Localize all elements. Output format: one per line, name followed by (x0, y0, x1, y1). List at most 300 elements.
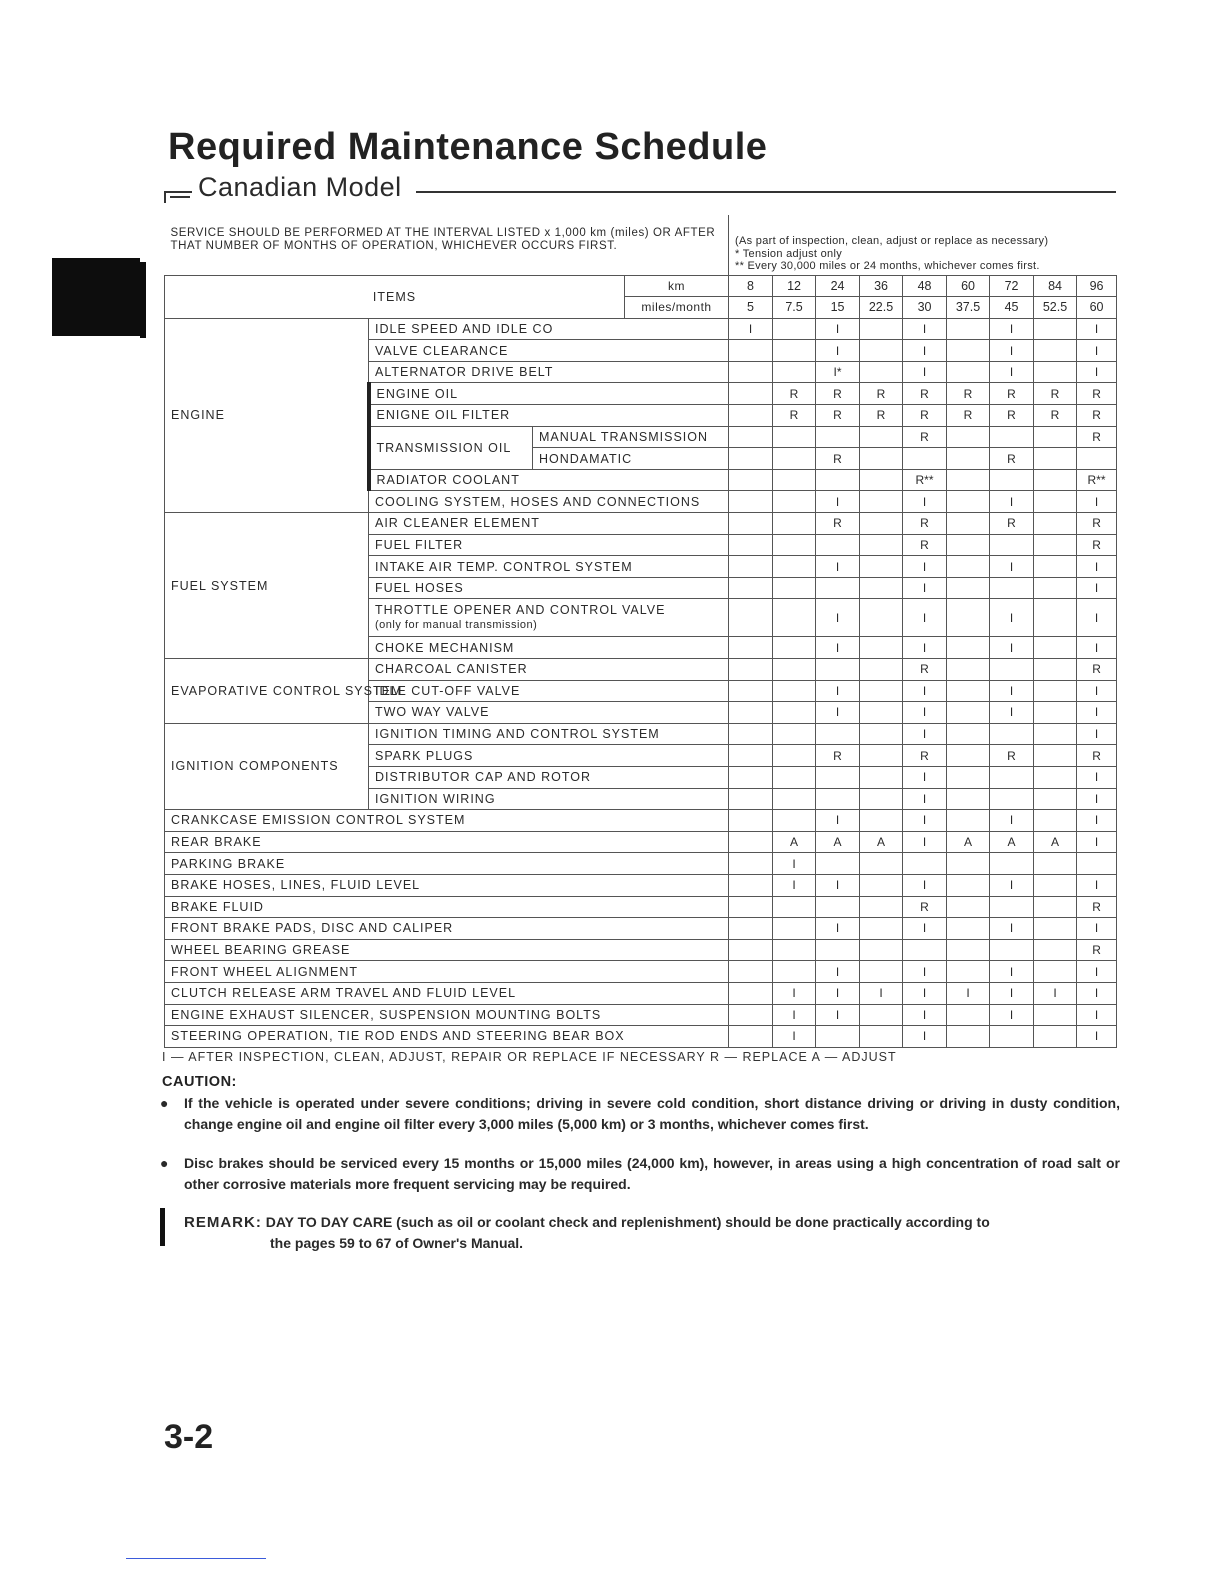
schedule-cell: R (816, 405, 860, 427)
schedule-cell (1034, 874, 1077, 896)
schedule-cell: R (903, 383, 947, 405)
schedule-cell (729, 918, 773, 940)
schedule-cell (1034, 361, 1077, 383)
schedule-cell: I (1077, 918, 1117, 940)
schedule-cell (947, 874, 990, 896)
schedule-cell (947, 723, 990, 745)
schedule-cell: I (773, 1026, 816, 1048)
schedule-cell: I (773, 1004, 816, 1026)
schedule-cell (729, 599, 773, 637)
header-row-km (165, 275, 1117, 297)
schedule-cell (860, 491, 903, 513)
schedule-cell (860, 659, 903, 681)
inspection-note-2: * Tension adjust only (735, 247, 843, 260)
item-name: STEERING OPERATION, TIE ROD ENDS AND STEERING BEAR BOX (165, 1026, 729, 1048)
schedule-cell: R (1077, 659, 1117, 681)
schedule-cell (773, 702, 816, 724)
schedule-cell: I (1077, 637, 1117, 659)
schedule-cell: I (816, 556, 860, 578)
schedule-cell: I (1077, 1026, 1117, 1048)
page-subtitle: Canadian Model (198, 172, 402, 202)
schedule-cell (729, 577, 773, 599)
caution-text-1: If the vehicle is operated under severe conditions; driving in severe cold condition, short distance driving or driving in dusty condition, change engine oil and engine oil filter every 3,000 miles (5,000 km) or 3 months, whichever comes first. (184, 1095, 1120, 1132)
schedule-cell (860, 788, 903, 810)
schedule-cell: R (860, 405, 903, 427)
caution-bullet-1 (160, 1093, 1120, 1135)
intro-row (165, 215, 1117, 275)
schedule-cell (773, 723, 816, 745)
schedule-cell (860, 318, 903, 340)
schedule-cell: I (990, 1004, 1034, 1026)
schedule-cell (990, 469, 1034, 491)
inspection-notes (729, 215, 1117, 275)
schedule-row (165, 810, 1117, 832)
schedule-cell (729, 982, 773, 1004)
schedule-cell: R (1077, 383, 1117, 405)
schedule-cell: I (816, 982, 860, 1004)
schedule-cell (860, 577, 903, 599)
schedule-cell: R (903, 534, 947, 556)
km-value: 48 (903, 275, 947, 297)
schedule-cell: I (990, 556, 1034, 578)
schedule-cell: R (903, 745, 947, 767)
schedule-cell: I (990, 918, 1034, 940)
schedule-cell (947, 939, 990, 961)
schedule-cell (860, 918, 903, 940)
schedule-cell (773, 599, 816, 637)
schedule-cell (729, 637, 773, 659)
schedule-row (165, 318, 1117, 340)
schedule-cell: I (947, 982, 990, 1004)
schedule-cell (1034, 577, 1077, 599)
subtitle-rule-tick (164, 191, 166, 203)
schedule-cell: I (816, 702, 860, 724)
schedule-cell: I (773, 853, 816, 875)
schedule-cell (729, 556, 773, 578)
schedule-row (165, 961, 1117, 983)
schedule-cell (729, 513, 773, 535)
schedule-cell: R (1077, 534, 1117, 556)
item-name: FRONT BRAKE PADS, DISC AND CALIPER (165, 918, 729, 940)
schedule-cell (860, 874, 903, 896)
schedule-cell (947, 918, 990, 940)
schedule-cell (773, 788, 816, 810)
schedule-cell (729, 361, 773, 383)
schedule-cell (773, 534, 816, 556)
mile-value: 37.5 (947, 297, 990, 319)
schedule-cell: R (990, 745, 1034, 767)
schedule-cell (773, 810, 816, 832)
schedule-cell (816, 853, 860, 875)
schedule-cell: I (816, 874, 860, 896)
schedule-cell: R (947, 383, 990, 405)
schedule-cell (816, 1026, 860, 1048)
schedule-cell (860, 766, 903, 788)
schedule-cell: I (903, 577, 947, 599)
schedule-cell: I (773, 874, 816, 896)
schedule-cell: R (816, 745, 860, 767)
schedule-cell: I (1077, 680, 1117, 702)
schedule-cell (773, 556, 816, 578)
schedule-cell (947, 426, 990, 448)
category-engine: ENGINE (165, 318, 369, 512)
schedule-cell: R (1077, 745, 1117, 767)
schedule-cell (990, 788, 1034, 810)
schedule-cell: I (903, 961, 947, 983)
schedule-cell: R (816, 513, 860, 535)
schedule-cell (1034, 637, 1077, 659)
schedule-cell: R (773, 405, 816, 427)
schedule-cell: I (1077, 702, 1117, 724)
schedule-cell (729, 766, 773, 788)
schedule-cell (990, 939, 1034, 961)
schedule-cell: I (1077, 788, 1117, 810)
schedule-cell: I (1077, 961, 1117, 983)
schedule-cell: I (903, 766, 947, 788)
schedule-cell (816, 534, 860, 556)
schedule-cell: I (773, 982, 816, 1004)
item-name: REAR BRAKE (165, 831, 729, 853)
schedule-cell: I (1034, 982, 1077, 1004)
schedule-cell (729, 896, 773, 918)
schedule-cell (1034, 745, 1077, 767)
schedule-cell: R (990, 448, 1034, 470)
schedule-cell: I (1077, 556, 1117, 578)
schedule-cell (860, 680, 903, 702)
schedule-cell: I (816, 340, 860, 362)
schedule-cell: I (1077, 340, 1117, 362)
schedule-cell: I (1077, 810, 1117, 832)
schedule-cell (773, 637, 816, 659)
schedule-cell (1034, 961, 1077, 983)
schedule-row (165, 659, 1117, 681)
schedule-cell (947, 361, 990, 383)
schedule-cell (860, 469, 903, 491)
schedule-cell (1034, 788, 1077, 810)
schedule-cell (860, 723, 903, 745)
mile-value: 15 (816, 297, 860, 319)
km-value: 60 (947, 275, 990, 297)
schedule-cell (729, 831, 773, 853)
schedule-cell: I (903, 831, 947, 853)
schedule-row (165, 831, 1117, 853)
caution-bullet-2 (160, 1153, 1120, 1195)
schedule-cell: A (990, 831, 1034, 853)
schedule-cell (1034, 939, 1077, 961)
schedule-cell (773, 448, 816, 470)
schedule-cell: R (1077, 405, 1117, 427)
schedule-cell: R (1077, 426, 1117, 448)
schedule-cell (729, 874, 773, 896)
schedule-cell (947, 1026, 990, 1048)
item-name: FUEL HOSES (369, 577, 729, 599)
schedule-cell (860, 637, 903, 659)
schedule-cell (947, 896, 990, 918)
schedule-cell (816, 788, 860, 810)
section-tab-marker-edge (140, 262, 146, 338)
schedule-cell: R (903, 513, 947, 535)
schedule-cell (860, 534, 903, 556)
schedule-cell (947, 680, 990, 702)
schedule-cell (729, 788, 773, 810)
schedule-cell (729, 340, 773, 362)
schedule-cell (990, 534, 1034, 556)
mile-value: 30 (903, 297, 947, 319)
km-value: 24 (816, 275, 860, 297)
schedule-row (165, 1026, 1117, 1048)
bullet-icon: ● (160, 1095, 169, 1111)
schedule-cell (1034, 318, 1077, 340)
schedule-cell (729, 405, 773, 427)
schedule-cell: A (947, 831, 990, 853)
schedule-row (165, 918, 1117, 940)
schedule-cell (990, 896, 1034, 918)
schedule-cell: I (903, 599, 947, 637)
footer-rule (126, 1558, 266, 1559)
schedule-cell (1034, 340, 1077, 362)
schedule-cell: I (990, 491, 1034, 513)
schedule-cell (729, 659, 773, 681)
schedule-cell (860, 939, 903, 961)
item-name: CHOKE MECHANISM (369, 637, 729, 659)
schedule-cell (1034, 513, 1077, 535)
schedule-cell (1034, 810, 1077, 832)
maintenance-schedule-table (164, 215, 1117, 1048)
schedule-cell: I (903, 810, 947, 832)
schedule-cell (947, 469, 990, 491)
schedule-cell: I (1077, 982, 1117, 1004)
page-number: 3-2 (164, 1418, 214, 1456)
schedule-cell: I (1077, 831, 1117, 853)
schedule-cell (729, 1004, 773, 1026)
schedule-cell: I (990, 680, 1034, 702)
schedule-cell: R (990, 405, 1034, 427)
schedule-row (165, 513, 1117, 535)
schedule-cell (860, 340, 903, 362)
schedule-cell (1034, 723, 1077, 745)
schedule-cell (1034, 599, 1077, 637)
km-value: 72 (990, 275, 1034, 297)
schedule-cell: I (990, 810, 1034, 832)
schedule-cell (729, 448, 773, 470)
schedule-cell (729, 702, 773, 724)
item-name: VALVE CLEARANCE (369, 340, 729, 362)
schedule-cell: I (903, 874, 947, 896)
schedule-cell: I (816, 491, 860, 513)
item-name: CLUTCH RELEASE ARM TRAVEL AND FLUID LEVEL (165, 982, 729, 1004)
schedule-cell: A (816, 831, 860, 853)
schedule-cell (1034, 918, 1077, 940)
item-name: ENGINE OIL (369, 383, 729, 405)
schedule-cell (1034, 556, 1077, 578)
schedule-cell (947, 1004, 990, 1026)
revision-bar (160, 1208, 165, 1246)
schedule-cell (729, 853, 773, 875)
schedule-cell: I (990, 340, 1034, 362)
item-name: PARKING BRAKE (165, 853, 729, 875)
schedule-cell (903, 853, 947, 875)
item-name: HONDAMATIC (533, 448, 729, 470)
schedule-cell (990, 659, 1034, 681)
schedule-cell (1034, 853, 1077, 875)
schedule-cell: I (816, 599, 860, 637)
schedule-cell (860, 599, 903, 637)
schedule-cell: I (816, 961, 860, 983)
schedule-cell (860, 702, 903, 724)
item-name: IGNITION TIMING AND CONTROL SYSTEM (369, 723, 729, 745)
schedule-cell (947, 637, 990, 659)
schedule-cell (729, 961, 773, 983)
schedule-cell (947, 577, 990, 599)
schedule-cell: R (903, 659, 947, 681)
transmission-oil-label: TRANSMISSION OIL (369, 426, 533, 469)
schedule-cell (947, 702, 990, 724)
item-name: MANUAL TRANSMISSION (533, 426, 729, 448)
schedule-cell: I (903, 491, 947, 513)
schedule-cell (773, 745, 816, 767)
schedule-cell (816, 766, 860, 788)
schedule-cell (990, 766, 1034, 788)
mile-value: 22.5 (860, 297, 903, 319)
schedule-cell (773, 426, 816, 448)
schedule-cell: I (816, 637, 860, 659)
schedule-cell: R (947, 405, 990, 427)
schedule-cell: R** (903, 469, 947, 491)
schedule-cell (729, 939, 773, 961)
schedule-cell (773, 491, 816, 513)
schedule-cell (729, 1026, 773, 1048)
schedule-row (165, 723, 1117, 745)
section-tab-marker (52, 258, 140, 336)
schedule-cell: I (1077, 491, 1117, 513)
schedule-cell (947, 556, 990, 578)
km-value: 36 (860, 275, 903, 297)
caution-text-2: Disc brakes should be serviced every 15 months or 15,000 miles (24,000 km), however, in areas using a high concentration of road salt or other corrosive materials more frequent servicing may be required. (184, 1155, 1120, 1192)
schedule-cell (729, 383, 773, 405)
schedule-cell: I (903, 918, 947, 940)
schedule-cell (1034, 534, 1077, 556)
schedule-cell: A (1034, 831, 1077, 853)
schedule-cell (947, 491, 990, 513)
schedule-cell: I (990, 599, 1034, 637)
inspection-note-1: (As part of inspection, clean, adjust or replace as necessary) (735, 235, 1049, 247)
schedule-cell (1034, 426, 1077, 448)
item-name: DISTRIBUTOR CAP AND ROTOR (369, 766, 729, 788)
item-name: ENIGNE OIL FILTER (369, 405, 729, 427)
schedule-row (165, 939, 1117, 961)
schedule-cell (1034, 659, 1077, 681)
schedule-cell: I (990, 961, 1034, 983)
schedule-cell: R (903, 405, 947, 427)
schedule-cell: R (903, 896, 947, 918)
bullet-icon: ● (160, 1155, 169, 1171)
item-name: ALTERNATOR DRIVE BELT (369, 361, 729, 383)
schedule-cell (947, 788, 990, 810)
schedule-cell (1034, 702, 1077, 724)
km-value: 84 (1034, 275, 1077, 297)
schedule-cell (990, 577, 1034, 599)
item-name: IGNITION WIRING (369, 788, 729, 810)
schedule-cell (947, 318, 990, 340)
schedule-cell (947, 745, 990, 767)
schedule-cell: R (816, 448, 860, 470)
schedule-cell (816, 939, 860, 961)
item-name: FUEL FILTER (369, 534, 729, 556)
schedule-cell (1077, 853, 1117, 875)
schedule-cell: R (816, 383, 860, 405)
schedule-cell: I (903, 788, 947, 810)
schedule-row (165, 1004, 1117, 1026)
schedule-cell: I (729, 318, 773, 340)
schedule-cell (773, 318, 816, 340)
km-value: 12 (773, 275, 816, 297)
schedule-cell (990, 426, 1034, 448)
subtitle-rule-dash (170, 196, 190, 198)
schedule-cell: I (816, 318, 860, 340)
schedule-cell (773, 896, 816, 918)
item-name: COOLING SYSTEM, HOSES AND CONNECTIONS (369, 491, 729, 513)
remark-label: REMARK: (184, 1214, 262, 1231)
schedule-cell (947, 961, 990, 983)
schedule-cell (773, 340, 816, 362)
schedule-cell: I (990, 318, 1034, 340)
schedule-cell: I (1077, 599, 1117, 637)
km-value: 8 (729, 275, 773, 297)
mile-value: 7.5 (773, 297, 816, 319)
schedule-cell (729, 680, 773, 702)
schedule-cell: I (903, 982, 947, 1004)
schedule-cell (947, 448, 990, 470)
schedule-cell (860, 896, 903, 918)
schedule-cell: I (903, 318, 947, 340)
schedule-cell (729, 491, 773, 513)
schedule-cell: A (773, 831, 816, 853)
item-name: SPARK PLUGS (369, 745, 729, 767)
schedule-cell (816, 659, 860, 681)
schedule-cell: I (1077, 766, 1117, 788)
item-name: WHEEL BEARING GREASE (165, 939, 729, 961)
schedule-cell: I (903, 702, 947, 724)
mile-value: 52.5 (1034, 297, 1077, 319)
item-name: BRAKE HOSES, LINES, FLUID LEVEL (165, 874, 729, 896)
schedule-cell: I (1077, 361, 1117, 383)
schedule-cell (816, 723, 860, 745)
schedule-cell: I (903, 637, 947, 659)
schedule-cell (1077, 448, 1117, 470)
schedule-cell: I (903, 556, 947, 578)
schedule-cell: R** (1077, 469, 1117, 491)
schedule-cell (947, 766, 990, 788)
schedule-cell: I (990, 702, 1034, 724)
item-name: INTAKE AIR TEMP. CONTROL SYSTEM (369, 556, 729, 578)
item-name: ENGINE EXHAUST SILENCER, SUSPENSION MOUNTING BOLTS (165, 1004, 729, 1026)
schedule-cell (816, 577, 860, 599)
miles-label: miles/month (625, 297, 729, 319)
schedule-cell: I (816, 1004, 860, 1026)
schedule-cell (947, 659, 990, 681)
schedule-cell: I (860, 982, 903, 1004)
schedule-cell: I (816, 680, 860, 702)
schedule-cell (729, 745, 773, 767)
schedule-cell (773, 939, 816, 961)
schedule-cell (990, 723, 1034, 745)
schedule-cell (860, 745, 903, 767)
item-name: FRONT WHEEL ALIGNMENT (165, 961, 729, 983)
page-title: Required Maintenance Schedule (168, 126, 768, 168)
schedule-cell (816, 469, 860, 491)
schedule-cell: R (990, 383, 1034, 405)
schedule-cell (1034, 448, 1077, 470)
